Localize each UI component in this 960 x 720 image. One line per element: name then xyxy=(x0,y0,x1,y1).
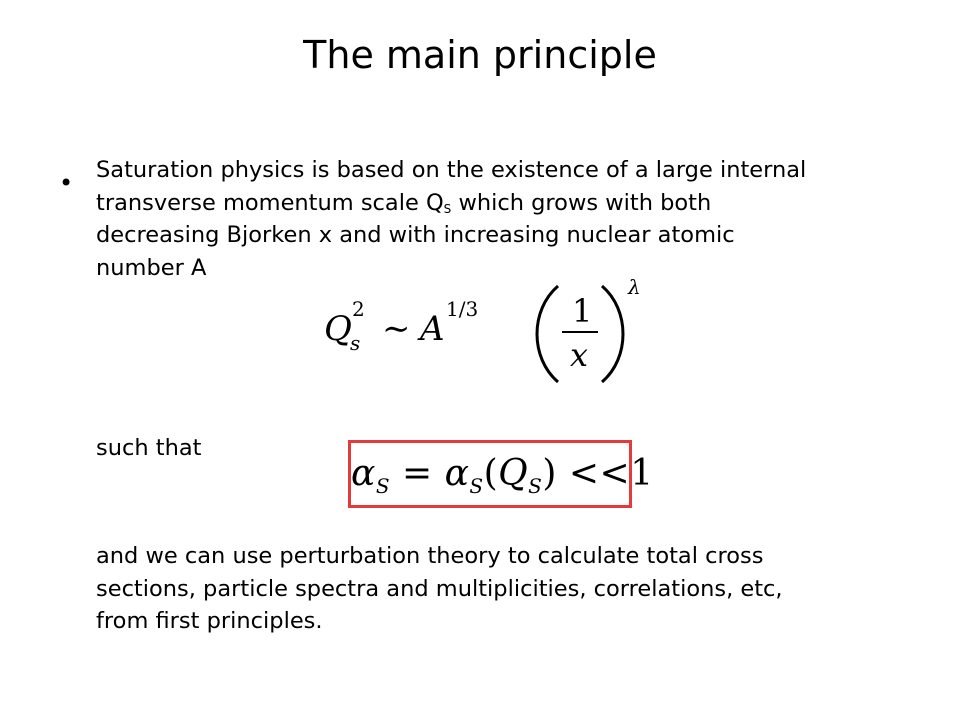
left-paren-shape xyxy=(537,286,558,382)
fraction-numerator: 1 xyxy=(572,292,593,330)
alpha-subscript: S xyxy=(375,474,391,499)
equation-one: 1 xyxy=(630,453,654,494)
equals-sign: = xyxy=(401,453,433,494)
equation-a-exponent: 1/3 xyxy=(446,297,479,321)
slide-title: The main principle xyxy=(303,33,657,77)
paragraph-line: decreasing Bjorken x and with increasing nuclear atomic xyxy=(96,222,735,248)
paragraph-line xyxy=(96,187,896,220)
much-less-than: << xyxy=(568,453,631,494)
alpha-s-equation-box xyxy=(348,440,654,508)
paragraph-line: from first principles. xyxy=(96,608,323,634)
saturation-scale-equation xyxy=(300,270,680,400)
paragraph-line: number A xyxy=(96,254,207,281)
equation-a: A xyxy=(420,309,445,349)
paragraph-line: sections, particle spectra and multiplicities, correlations, etc, xyxy=(96,575,783,602)
qs-subscript: S xyxy=(443,201,452,216)
equation-q: Q xyxy=(324,309,352,349)
equation-tilde: ∼ xyxy=(382,309,411,349)
equation-q-superscript: 2 xyxy=(352,297,365,321)
alpha-symbol: α xyxy=(351,453,376,494)
fraction-denominator: x xyxy=(570,336,589,374)
paragraph-line: Saturation physics is based on the existence of a large internal xyxy=(96,157,807,183)
paragraph-line: such that xyxy=(96,435,202,461)
q-subscript: S xyxy=(528,474,543,499)
paragraph-line: and we can use perturbation theory to calculate total cross xyxy=(96,543,764,569)
equation-q-subscript: s xyxy=(350,331,361,355)
close-paren: ) xyxy=(542,453,557,494)
line-text: which grows with both xyxy=(451,189,712,216)
line-text: transverse momentum scale Q xyxy=(96,189,444,216)
open-paren: ( xyxy=(483,453,499,494)
bullet-point: • xyxy=(59,169,74,197)
bullet-text-paragraph xyxy=(96,154,896,284)
equation-lambda-exponent: λ xyxy=(628,275,641,299)
perturbation-paragraph xyxy=(96,540,896,638)
q-symbol: Q xyxy=(498,453,529,494)
right-paren-shape xyxy=(602,286,623,382)
alpha-symbol: α xyxy=(444,453,470,494)
alpha-subscript: S xyxy=(469,474,484,499)
